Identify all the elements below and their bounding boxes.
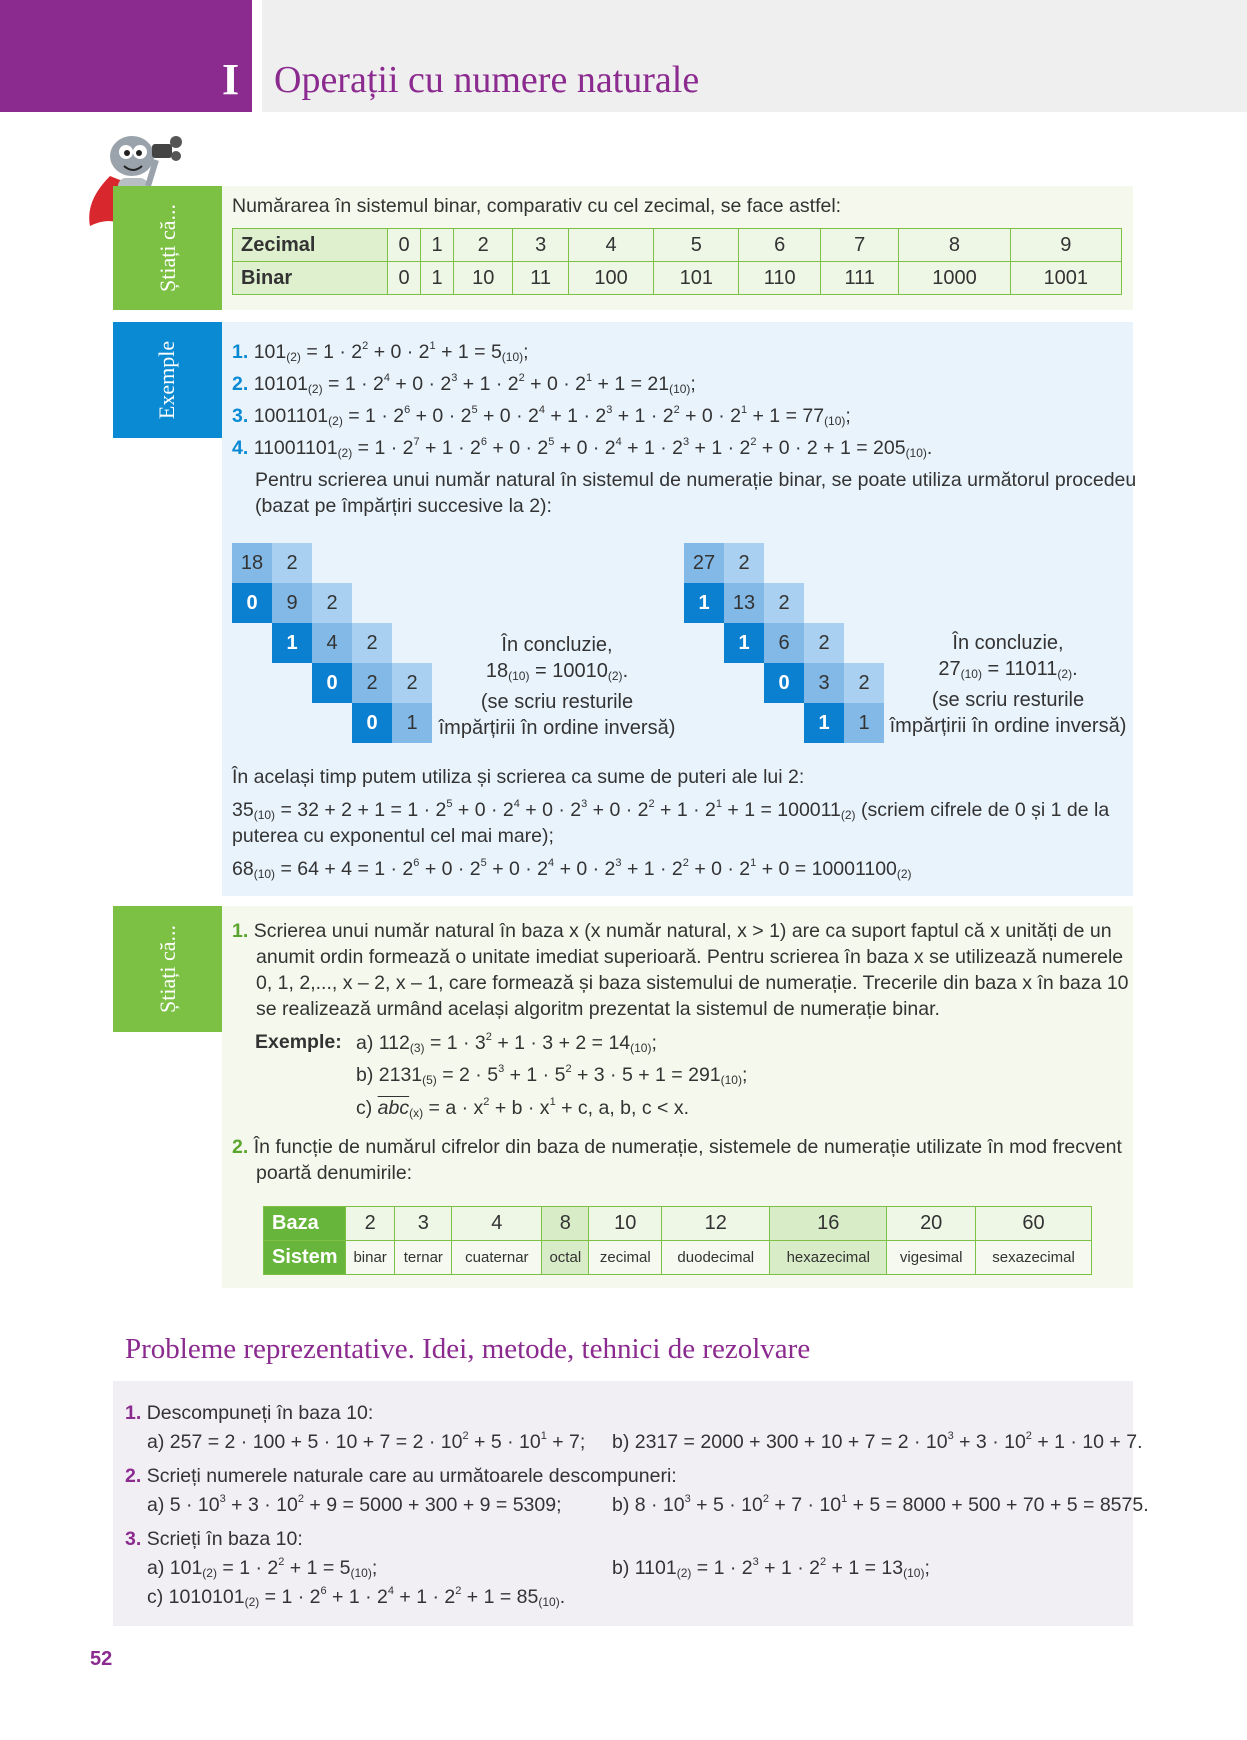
equation-35-line-2: puterea cu exponentul cel mai mare); — [232, 825, 554, 847]
binary-table — [232, 228, 1122, 295]
table-row — [233, 229, 1122, 262]
table-cell: 3 — [395, 1207, 452, 1241]
example-c: c) $\overline{abc}_{(x)} = a \cdot x^2 + b \cdot x^1 + c$, a, b, c < x. — [356, 1096, 689, 1120]
problem-2b: b) $8 \cdot 10^3 + 5 \cdot 10^2 + 7 \cdot 10^1 + 5 = 8000 + 500 + 70 + 5 = 8575$. — [612, 1493, 1149, 1516]
table-cell: 2 — [454, 229, 513, 262]
table-cell: zecimal — [589, 1241, 662, 1275]
quotient-cell: 4 — [312, 623, 352, 663]
equation-35: $35_{(10)} = 32 + 2 + 1 = 1 \cdot 2^5 + 0 \cdot 2^4 + 0 \cdot 2^3 + 0 \cdot 2^2 + 1 \cdot 2^1 + 1 = 100011_{(2)}$ (scriem cifrele de 0 și 1 de la — [232, 798, 1110, 822]
table-cell: 1 — [421, 229, 454, 262]
dividend-cell: 27 — [684, 543, 724, 583]
table-cell: 5 — [654, 229, 739, 262]
problem-3: 3. Scrieți în baza 10: — [125, 1528, 303, 1550]
table-cell: 1000 — [899, 262, 1010, 295]
table-cell: 16 — [770, 1207, 887, 1241]
quotient-cell: 3 — [804, 663, 844, 703]
table-cell: ternar — [395, 1241, 452, 1275]
problem-1: 1. Descompuneți în baza 10: — [125, 1402, 374, 1424]
quotient-cell: 1 — [392, 703, 432, 743]
table-cell: cuaternar — [452, 1241, 542, 1275]
example-line-2: 2. $10101_{(2)} = 1 \cdot 2^4 + 0 \cdot 2^3 + 1 \cdot 2^2 + 0 \cdot 2^1 + 1 = 21_{(10)}$; — [232, 372, 696, 396]
table-cell: 7 — [821, 229, 899, 262]
table-row — [233, 262, 1122, 295]
divisor-cell: 2 — [764, 583, 804, 623]
binary-intro: Numărarea în sistemul binar, comparativ cu cel zecimal, se face astfel: — [232, 195, 842, 217]
table-cell: 8 — [899, 229, 1010, 262]
problem-1b: b) $2317 = 2000 + 300 + 10 + 7 = 2 \cdot 10^3 + 3 \cdot 10^2 + 1 \cdot 10 + 7$. — [612, 1430, 1143, 1453]
table-cell: 111 — [821, 262, 899, 295]
table-cell: sexazecimal — [976, 1241, 1092, 1275]
problem-3b: b) $1101_{(2)} = 1 \cdot 2^3 + 1 \cdot 2^2 + 1 = 13_{(10)}$; — [612, 1556, 930, 1580]
stiati2-p1-line-4: se realizează urmând același algoritm prezentat la sistemul de numerație binar. — [256, 998, 940, 1020]
divisor-cell: 2 — [392, 663, 432, 703]
table-cell: 10 — [454, 262, 513, 295]
stiati2-p1-line-3: 0, 1, 2,..., x – 2, x – 1, care formează și baza sistemului de numerație. Trecerile din baza x în baza 10 — [256, 972, 1129, 994]
problem-2a: a) $5 \cdot 10^3 + 3 \cdot 10^2 + 9 = 5000 + 300 + 9 = 5309$; — [147, 1493, 562, 1516]
remainder-cell: 0 — [232, 583, 272, 623]
table-cell: 4 — [452, 1207, 542, 1241]
tab-stiati-ca-2: Știați că... — [113, 906, 222, 1032]
quotient-cell: 6 — [764, 623, 804, 663]
table-cell: 9 — [1010, 229, 1121, 262]
table-cell: octal — [542, 1241, 589, 1275]
equation-68: $68_{(10)} = 64 + 4 = 1 \cdot 2^6 + 0 \cdot 2^5 + 0 \cdot 2^4 + 0 \cdot 2^3 + 1 \cdot 2^2 + 0 \cdot 2^1 + 0 = 10001100_{(2)}$ — [232, 857, 912, 881]
chapter-box — [0, 0, 252, 112]
table-cell: 6 — [739, 229, 821, 262]
table-cell: 8 — [542, 1207, 589, 1241]
remainder-cell: 1 — [724, 623, 764, 663]
table-cell: 0 — [388, 229, 421, 262]
table-cell: 11 — [513, 262, 569, 295]
divisor-cell: 2 — [804, 623, 844, 663]
example-a: a) $112_{(3)} = 1 \cdot 3^2 + 1 \cdot 3 + 2 = 14_{(10)}$; — [356, 1031, 657, 1055]
powers-intro: În același timp putem utiliza și scrierea ca sume de puteri ale lui 2: — [232, 766, 805, 788]
chapter-title: Operații cu numere naturale — [274, 59, 700, 101]
table-cell: vigesimal — [887, 1241, 976, 1275]
division-diagram-27 — [684, 543, 884, 743]
table-cell: 2 — [346, 1207, 395, 1241]
page-number: 52 — [90, 1648, 113, 1670]
problems-title: Probleme reprezentative. Idei, metode, tehnici de rezolvare — [125, 1333, 811, 1365]
row-label-zecimal: Zecimal — [233, 229, 388, 262]
quotient-cell: 1 — [844, 703, 884, 743]
table-cell: 0 — [388, 262, 421, 295]
conclusion-27: În concluzie, $27_{(10)} = 11011_{(2)}$. (se scriu resturile împărțirii în ordine inversă) — [889, 632, 1127, 737]
table-cell: hexazecimal — [770, 1241, 887, 1275]
table-cell: 101 — [654, 262, 739, 295]
examples-label: Exemple: — [255, 1031, 342, 1053]
remainder-cell: 0 — [352, 703, 392, 743]
table-cell: 12 — [662, 1207, 770, 1241]
table-row — [264, 1207, 1092, 1241]
problem-1a: a) $257 = 2 \cdot 100 + 5 \cdot 10 + 7 = 2 \cdot 10^2 + 5 \cdot 10^1 + 7$; — [147, 1430, 586, 1453]
problem-3c: c) $1010101_{(2)} = 1 \cdot 2^6 + 1 \cdot 2^4 + 1 \cdot 2^2 + 1 = 85_{(10)}$. — [147, 1585, 566, 1609]
table-cell: 110 — [739, 262, 821, 295]
stiati2-p2-line-1: 2. În funcție de numărul cifrelor din baza de numerație, sistemele de numerație utilizate în mod frecvent — [232, 1136, 1122, 1158]
chapter-number: I — [222, 55, 240, 104]
quotient-cell: 2 — [352, 663, 392, 703]
table-cell: 4 — [568, 229, 653, 262]
table-cell: 20 — [887, 1207, 976, 1241]
remainder-cell: 0 — [764, 663, 804, 703]
conclusion-18: În concluzie, $18_{(10)} = 10010_{(2)}$. (se scriu resturile împărțirii în ordine inversă) — [438, 634, 676, 739]
table-row — [264, 1241, 1092, 1275]
remainder-cell: 1 — [684, 583, 724, 623]
divisor-cell: 2 — [724, 543, 764, 583]
divisor-cell: 2 — [312, 583, 352, 623]
remainder-cell: 1 — [272, 623, 312, 663]
table-cell: 60 — [976, 1207, 1092, 1241]
divisor-cell: 2 — [352, 623, 392, 663]
procedure-line-1: Pentru scrierea unui număr natural în sistemul de numerație binar, se poate utiliza următorul procedeu — [255, 469, 1137, 491]
divisor-cell: 2 — [844, 663, 884, 703]
dividend-cell: 18 — [232, 543, 272, 583]
row-label-binar: Binar — [233, 262, 388, 295]
remainder-cell: 1 — [804, 703, 844, 743]
procedure-line-2: (bazat pe împărțiri succesive la 2): — [255, 495, 552, 517]
tab-stiati-ca-1: Știați că... — [113, 186, 222, 310]
quotient-cell: 13 — [724, 583, 764, 623]
base-table — [263, 1206, 1092, 1275]
remainder-cell: 0 — [312, 663, 352, 703]
table-cell: 3 — [513, 229, 569, 262]
table-cell: binar — [346, 1241, 395, 1275]
division-diagram-18 — [232, 543, 432, 743]
table-cell: 100 — [568, 262, 653, 295]
problem-3a: a) $101_{(2)} = 1 \cdot 2^2 + 1 = 5_{(10)}$; — [147, 1556, 378, 1580]
table-cell: duodecimal — [662, 1241, 770, 1275]
problem-2: 2. Scrieți numerele naturale care au următoarele descompuneri: — [125, 1465, 677, 1487]
example-line-4: 4. $11001101_{(2)} = 1 \cdot 2^7 + 1 \cdot 2^6 + 0 \cdot 2^5 + 0 \cdot 2^4 + 1 \cdot 2^3 + 1 \cdot 2^2 + 0 \cdot 2 + 1 = 205_{(10)}$. — [232, 436, 933, 460]
table-cell: 10 — [589, 1207, 662, 1241]
row-label-sistem: Sistem — [264, 1241, 346, 1275]
example-b: b) $2131_{(5)} = 2 \cdot 5^3 + 1 \cdot 5^2 + 3 \cdot 5 + 1 = 291_{(10)}$; — [356, 1063, 748, 1087]
quotient-cell: 9 — [272, 583, 312, 623]
table-cell: 1 — [421, 262, 454, 295]
example-line-1: 1. $101_{(2)} = 1 \cdot 2^2 + 0 \cdot 2^1 + 1 = 5_{(10)}$; — [232, 340, 529, 364]
stiati2-p1-line-2: anumit ordin formează o unitate imediat superioară. Pentru scrierea în baza x se utilizează numerele — [256, 946, 1124, 968]
tab-exemple: Exemple — [113, 322, 222, 438]
stiati2-p1-line-1: 1. Scrierea unui număr natural în baza x (x număr natural, x > 1) are ca suport faptul că x unități de un — [232, 920, 1112, 942]
row-label-baza: Baza — [264, 1207, 346, 1241]
divisor-cell: 2 — [272, 543, 312, 583]
table-cell: 1001 — [1010, 262, 1121, 295]
example-line-3: 3. $1001101_{(2)} = 1 \cdot 2^6 + 0 \cdot 2^5 + 0 \cdot 2^4 + 1 \cdot 2^3 + 1 \cdot 2^2 + 0 \cdot 2^1 + 1 = 77_{(10)}$; — [232, 404, 851, 428]
stiati2-p2-line-2: poartă denumirile: — [256, 1162, 413, 1184]
